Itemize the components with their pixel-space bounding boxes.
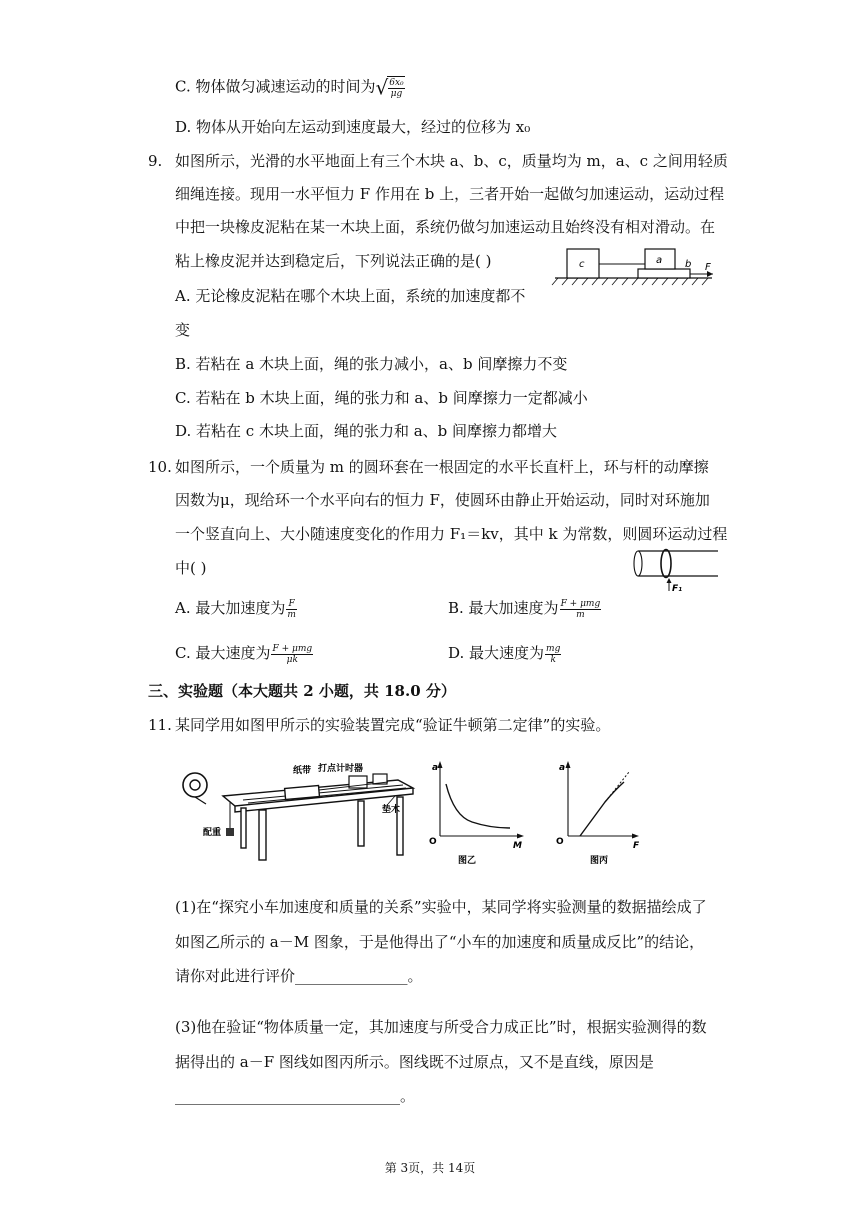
q10-stem-line4: 中( ) [175, 559, 207, 577]
fraction-denominator: k [550, 654, 556, 665]
q8-option-c [175, 76, 405, 99]
q9-option-c: C. 若粘在 b 木块上面，绳的张力和 a、b 间摩擦力一定都减小 [175, 389, 588, 407]
fraction-denominator: μg [390, 88, 403, 99]
q8-option-d: D. 物体从开始向左运动到速度最大，经过的位移为 x₀ [175, 118, 531, 136]
bing-dashed-extension [605, 772, 629, 802]
q10-stem-line3: 一个竖直向上、大小随速度变化的作用力 F₁＝kv，其中 k 为常数，则圆环运动过程 [175, 525, 728, 543]
q10-option-c [175, 643, 313, 665]
q11-part3-line2: 据得出的 a－F 图线如图丙所示。图线既不过原点，又不是直线，原因是 [175, 1053, 654, 1071]
q10-stem-line2: 因数为μ，现给环一个水平向右的恒力 F，使圆环由静止开始运动，同时对环施加 [175, 491, 710, 509]
q10-number: 10. [148, 458, 172, 476]
q11-figure-bing [553, 760, 653, 868]
yi-curve [446, 784, 510, 828]
q11-part1-line2: 如图乙所示的 a－M 图象，于是他得出了“小车的加速度和质量成反比”的结论， [175, 933, 705, 951]
q9-stem-line2: 细绳连接。现用一水平恒力 F 作用在 b 上，三者开始一起做匀加速运动，运动过程 [175, 185, 725, 203]
q10-option-b [448, 598, 601, 620]
q9-option-d: D. 若粘在 c 木块上面，绳的张力和 a、b 间摩擦力都增大 [175, 422, 558, 440]
block-c-label: c [579, 259, 585, 270]
q9-option-a-line1: A. 无论橡皮泥粘在哪个木块上面，系统的加速度都不 [175, 287, 526, 305]
q9-stem-line4: 粘上橡皮泥并达到稳定后，下列说法正确的是( ) [175, 252, 492, 270]
q10-option-b-text: B. 最大加速度为 [448, 599, 559, 617]
cart [285, 786, 320, 800]
q11-stem-line1: 某同学用如图甲所示的实验装置完成“验证牛顿第二定律”的实验。 [175, 716, 611, 734]
f1-label: F₁ [672, 584, 683, 594]
pad-label: 垫木 [382, 805, 401, 815]
q11-part3-line1: (3)他在验证“物体质量一定，其加速度与所受合力成正比”时，根据实验测得的数 [175, 1018, 707, 1036]
yi-axis-x-label: M [513, 841, 522, 851]
timer-label: 打点计时器 [318, 764, 364, 774]
q10-option-d [448, 643, 561, 665]
q10-option-d-text: D. 最大速度为 [448, 644, 545, 662]
q8-option-c-text: C. 物体做匀减速运动的时间为 [175, 77, 376, 96]
q9-option-a-line2: 变 [175, 321, 191, 339]
table-legs [241, 797, 403, 860]
rod-end [634, 551, 642, 576]
sqrt-symbol: √ [375, 75, 389, 100]
section-title: 三、实验题（本大题共 2 小题，共 18.0 分） [148, 682, 456, 700]
q10-stem-line1: 如图所示，一个质量为 m 的圆环套在一根固定的水平长直杆上，环与杆的动摩擦 [175, 458, 709, 476]
q9-blocks-figure [550, 240, 720, 288]
sqrt-body [387, 76, 404, 99]
fraction-numerator: mg [546, 643, 561, 654]
q11-part3-line3: ______________________________。 [175, 1087, 416, 1105]
ground-hatching [552, 278, 708, 285]
block-b [638, 269, 690, 278]
fraction-numerator: F + μmg [272, 643, 313, 654]
q10-option-a-fraction [286, 599, 297, 620]
q10-option-c-text: C. 最大速度为 [175, 644, 271, 662]
q11-figure-jia [173, 760, 428, 870]
q10-option-d-fraction [545, 644, 561, 665]
q8-option-c-fraction [388, 78, 404, 99]
weight-label: 配重 [203, 828, 222, 838]
yi-axis-y-label: a [432, 763, 439, 773]
bing-axis-y-label: a [559, 763, 566, 773]
bing-caption: 图丙 [590, 856, 609, 866]
rod [638, 551, 718, 576]
ring [661, 550, 671, 578]
pulley [183, 773, 207, 797]
fraction-numerator: F [286, 599, 297, 610]
fraction-denominator: m [576, 609, 585, 620]
bing-axis-x-label: F [633, 841, 640, 851]
page-footer: 第 3页，共 14页 [384, 1161, 476, 1175]
fraction-numerator: 6x₀ [389, 77, 404, 88]
q10-option-c-fraction [271, 644, 313, 665]
bing-curve [580, 782, 624, 836]
fraction-denominator: m [287, 609, 296, 620]
q11-part1-line3: 请你对此进行评价_______________。 [175, 967, 423, 985]
fraction-denominator: μk [286, 654, 298, 665]
yi-caption: 图乙 [458, 856, 477, 866]
yi-origin-label: O [429, 837, 437, 847]
tape-label: 纸带 [293, 766, 312, 776]
fraction-numerator: F + μmg [560, 598, 601, 609]
force-label: F [705, 262, 711, 273]
q9-number: 9. [148, 152, 163, 170]
block-a-label: a [656, 255, 663, 266]
q11-figure-yi [428, 760, 528, 868]
counterweight [226, 828, 234, 836]
q10-option-a-text: A. 最大加速度为 [175, 599, 286, 617]
q11-part1-line1: (1)在“探究小车加速度和质量的关系”实验中，某同学将实验测量的数据描绘成了 [175, 898, 707, 916]
q9-stem-line1: 如图所示，光滑的水平地面上有三个木块 a、b、c，质量均为 m，a、c 之间用轻质 [175, 152, 728, 170]
bing-origin-label: O [556, 837, 564, 847]
q10-option-a [175, 598, 297, 620]
q10-option-b-fraction [560, 599, 602, 620]
q11-number: 11. [148, 716, 172, 734]
q9-stem-line3: 中把一块橡皮泥粘在某一木块上面，系统仍做匀加速运动且始终没有相对滑动。在 [175, 218, 716, 236]
q10-ring-rod-figure [632, 545, 720, 595]
block-b-label: b [685, 259, 692, 270]
q9-option-b: B. 若粘在 a 木块上面，绳的张力减小，a、b 间摩擦力不变 [175, 355, 568, 373]
